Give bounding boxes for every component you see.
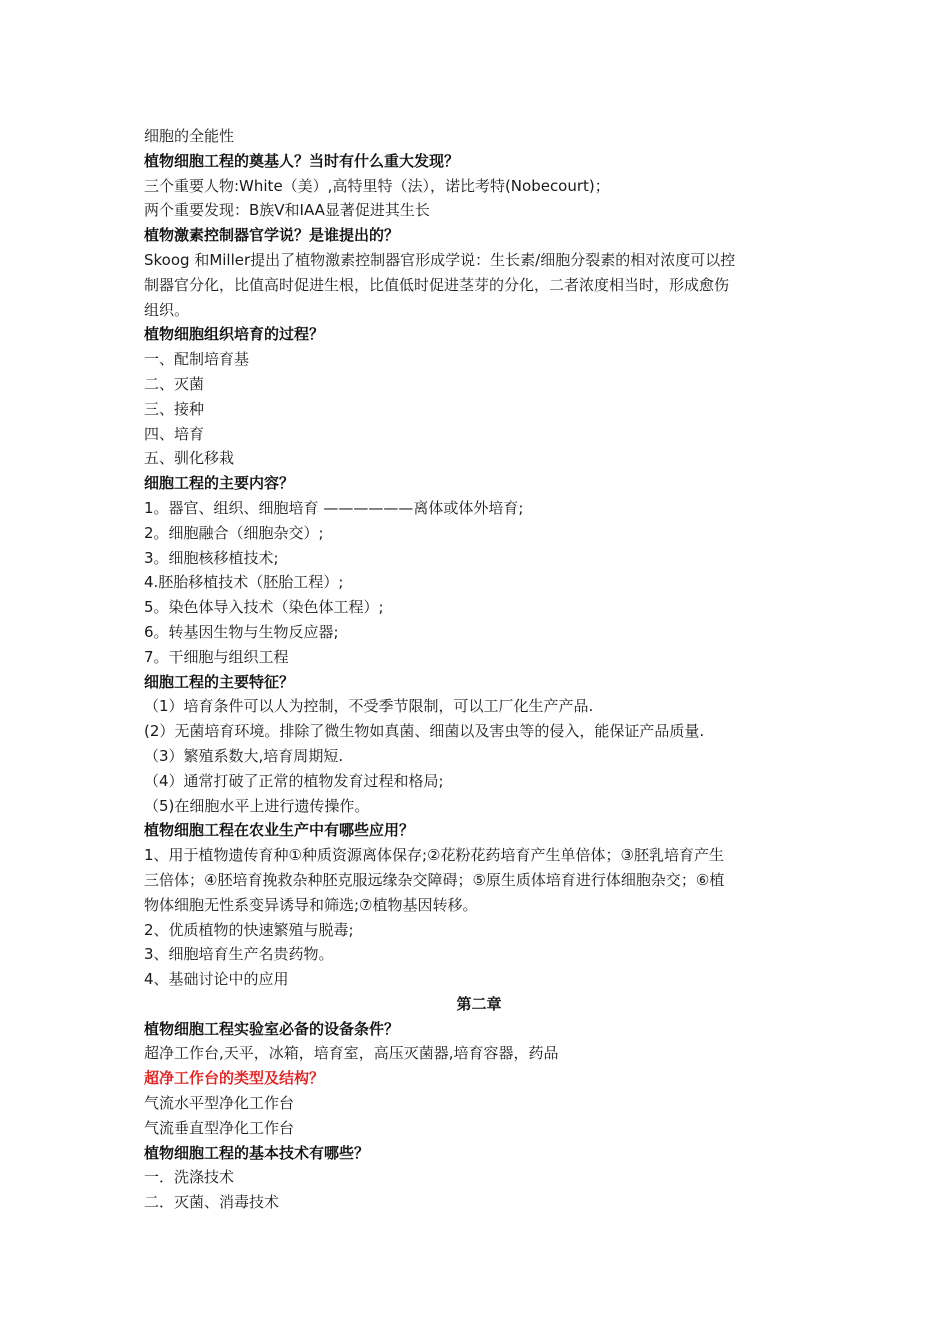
text-line: Skoog 和Miller提出了植物激素控制器官形成学说：生长素/细胞分裂素的相对浓度可以控: [144, 250, 736, 269]
text-line: 两个重要发现：B族V和IAA显著促进其生长: [144, 201, 430, 220]
text-line: 组织。: [144, 300, 190, 319]
text-line: 一．洗涤技术: [144, 1168, 235, 1187]
text-line: 3。细胞核移植技术;: [144, 548, 279, 567]
text-line: 三、接种: [144, 399, 205, 418]
text-line: （3）繁殖系数大,培育周期短.: [144, 746, 344, 765]
text-line: 6。转基因生物与生物反应器;: [144, 622, 339, 641]
text-line: 5。染色体导入技术（染色体工程）;: [144, 598, 384, 617]
text-line: 三倍体；④胚培育挽救杂种胚克服远缘杂交障碍；⑤原生质体培育进行体细胞杂交；⑥植: [144, 870, 725, 889]
question-heading: 细胞工程的主要特征？: [144, 672, 295, 691]
text-line: 物体细胞无性系变异诱导和筛选;⑦植物基因转移。: [144, 895, 478, 914]
question-heading-highlighted: 超净工作台的类型及结构？: [144, 1069, 325, 1088]
text-line: 2、优质植物的快速繁殖与脱毒;: [144, 920, 354, 939]
text-line: 4.胚胎移植技术（胚胎工程）;: [144, 573, 344, 592]
text-line: 3、细胞培育生产名贵药物。: [144, 945, 334, 964]
text-line: （5)在细胞水平上进行遗传操作。: [144, 796, 370, 815]
question-heading: 植物激素控制器官学说？是谁提出的？: [144, 226, 400, 245]
text-line: 1。器官、组织、细胞培育 ——————离体或体外培育;: [144, 498, 524, 517]
text-line: （1）培育条件可以人为控制，不受季节限制，可以工厂化生产产品.: [144, 697, 594, 716]
text-line: 1、用于植物遗传育种①种质资源离体保存;②花粉花药培育产生单倍体；③胚乳培育产生: [144, 846, 724, 865]
text-line: 二．灭菌、消毒技术: [144, 1193, 280, 1212]
text-line: 7。干细胞与组织工程: [144, 647, 289, 666]
question-heading: 细胞工程的主要内容？: [144, 474, 295, 493]
text-line: 二、灭菌: [144, 374, 205, 393]
text-line: (2）无菌培育环境。排除了微生物如真菌、细菌以及害虫等的侵入，能保证产品质量.: [144, 722, 705, 741]
text-line: 4、基础讨论中的应用: [144, 970, 289, 989]
document-page: [144, 124, 814, 1215]
text-line: 四、培育: [144, 424, 205, 443]
text-line: 气流水平型净化工作台: [144, 1094, 295, 1113]
question-heading: 植物细胞工程实验室必备的设备条件？: [144, 1019, 400, 1038]
question-heading: 植物细胞组织培育的过程？: [144, 325, 325, 344]
text-line: 制器官分化，比值高时促进生根，比值低时促进茎芽的分化，二者浓度相当时，形成愈伤: [144, 275, 730, 294]
question-heading: 植物细胞工程在农业生产中有哪些应用？: [144, 821, 415, 840]
text-line: 五、驯化移栽: [144, 449, 235, 468]
text-line: 三个重要人物:White（美）,高特里特（法），诺比考特(Nobecourt)；: [144, 176, 610, 195]
text-line: 一、配制培育基: [144, 350, 250, 369]
text-line: （4）通常打破了正常的植物发育过程和格局;: [144, 771, 444, 790]
chapter-heading: 第二章: [456, 994, 502, 1013]
question-heading: 植物细胞工程的奠基人？当时有什么重大发现？: [144, 151, 460, 170]
text-line: 细胞的全能性: [144, 127, 235, 145]
text-line: 超净工作台,天平，冰箱，培育室，高压灭菌器,培育容器，药品: [144, 1044, 559, 1063]
text-line: 气流垂直型净化工作台: [144, 1118, 295, 1137]
question-heading: 植物细胞工程的基本技术有哪些？: [144, 1143, 370, 1162]
text-line: 2。细胞融合（细胞杂交）;: [144, 523, 324, 542]
